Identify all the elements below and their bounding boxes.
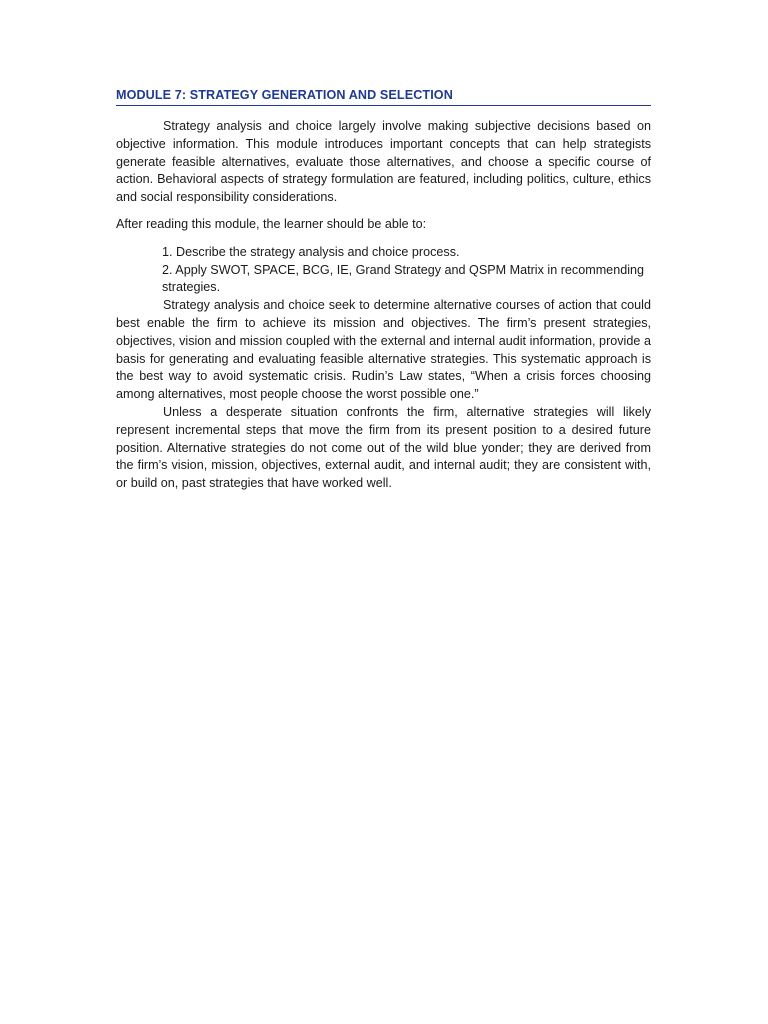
module-title: MODULE 7: STRATEGY GENERATION AND SELECTION <box>116 86 651 106</box>
objective-item: 2. Apply SWOT, SPACE, BCG, IE, Grand Strategy and QSPM Matrix in recommending strategies. <box>162 262 645 295</box>
body-paragraph: Unless a desperate situation confronts the firm, alternative strategies will likely represent incremental steps that move the firm from its present position to a desired future position. Alternative strategies do not come out of the wild blue yonder; they are derived from the firm’s vision, mission, objectives, external audit, and internal audit; they are consistent with, or build on, past strategies that have worked well. <box>116 404 651 491</box>
objectives-list <box>116 244 651 297</box>
body-paragraph: Strategy analysis and choice seek to determine alternative courses of action that could best enable the firm to achieve its mission and objectives. The firm’s present strategies, objectives, vision and mission coupled with the external and internal audit information, provide a basis for generating and evaluating feasible alternative strategies. This systematic approach is the best way to avoid systematic crisis. Rudin’s Law states, “When a crisis forces choosing among alternatives, most people choose the worst possible one.” <box>116 298 651 402</box>
intro-paragraph: Strategy analysis and choice largely involve making subjective decisions based on objective information. This module introduces important concepts that can help strategists generate feasible alternatives, evaluate those alternatives, and choose a specific course of action. Behavioral aspects of strategy formulation are featured, including politics, culture, ethics and social responsibility considerations. <box>116 119 651 205</box>
document-page <box>116 86 651 493</box>
objectives-lead: After reading this module, the learner should be able to: <box>116 216 427 231</box>
objective-item: 1. Describe the strategy analysis and choice process. <box>162 244 460 259</box>
